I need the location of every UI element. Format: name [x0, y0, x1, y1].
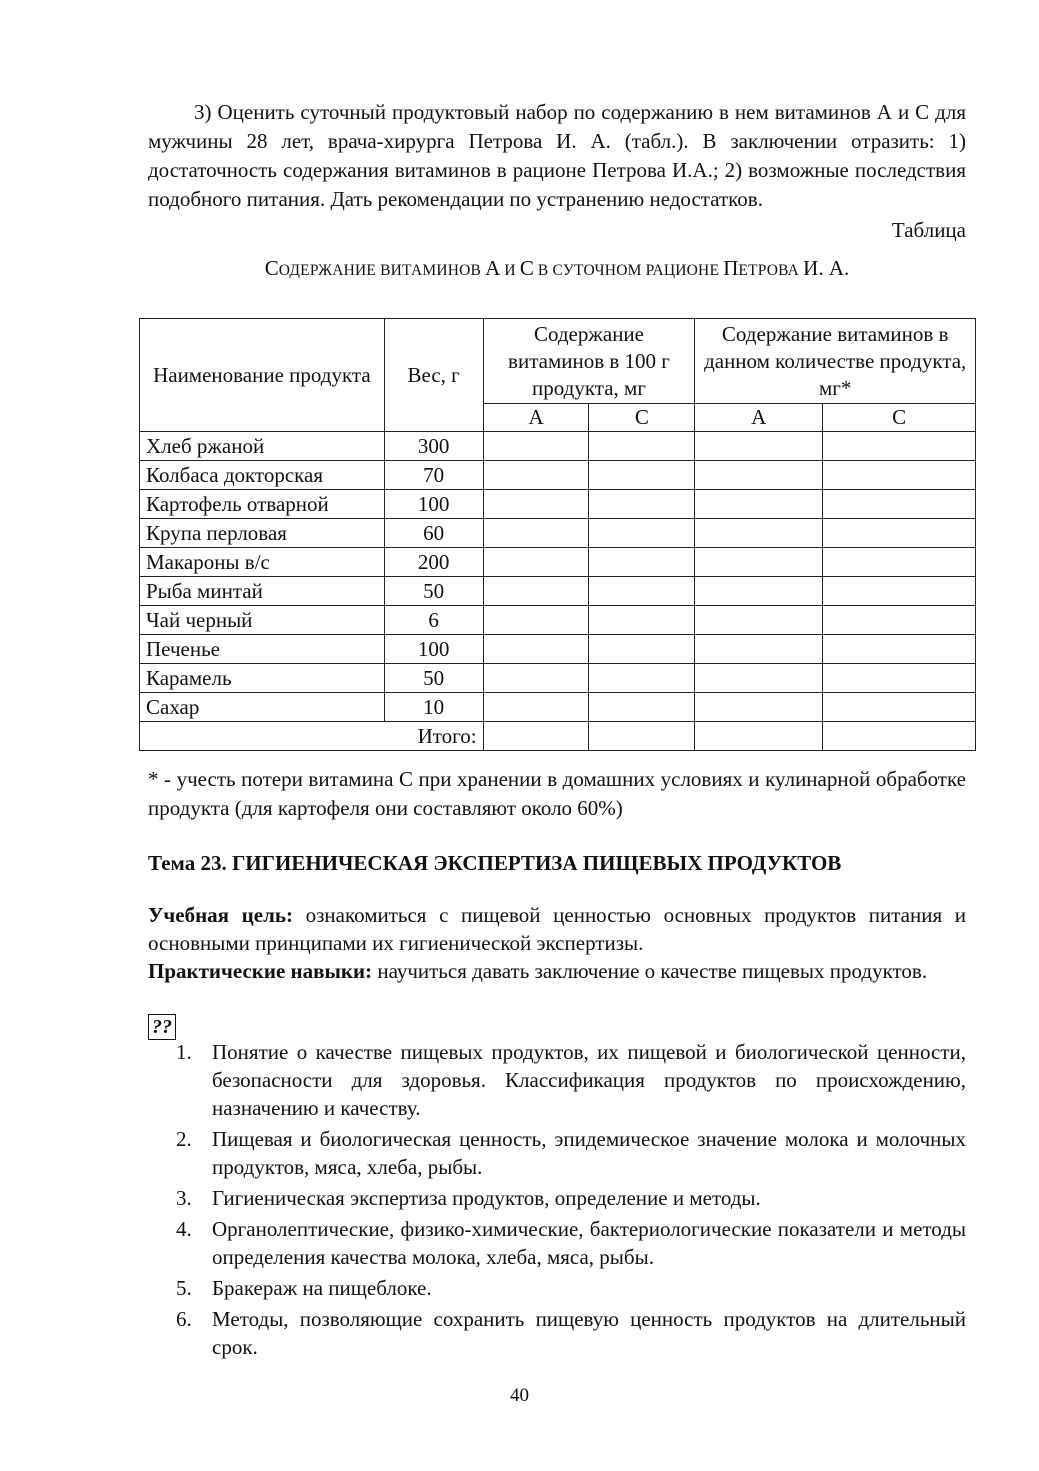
empty-cell [483, 722, 589, 751]
table-row [140, 461, 976, 490]
item-number: 4. [176, 1217, 192, 1241]
item-text: Органолептические, физико-химические, бактериологические показатели и методы определения качества молока, хлеба, мяса, рыбы. [212, 1217, 966, 1269]
item-text: Бракераж на пищеблоке. [212, 1276, 432, 1300]
empty-cell [589, 635, 695, 664]
header-vit-c: С [823, 404, 976, 432]
list-item [176, 1038, 966, 1122]
table-body [140, 432, 976, 751]
empty-cell [695, 577, 823, 606]
intro-block [148, 98, 966, 284]
table-label: Таблица [891, 218, 966, 242]
product-weight: 70 [384, 461, 483, 490]
item-text: Гигиеническая экспертиза продуктов, определение и методы. [212, 1186, 761, 1210]
empty-cell [483, 693, 589, 722]
table-row [140, 432, 976, 461]
product-name: Печенье [140, 635, 385, 664]
page-number: 40 [510, 1385, 529, 1406]
empty-cell [589, 432, 695, 461]
product-weight: 50 [384, 664, 483, 693]
list-item [176, 1215, 966, 1271]
empty-cell [823, 635, 976, 664]
table-caption [148, 255, 966, 284]
header-per100: Содержание витаминов в 100 г продукта, мг [483, 319, 695, 404]
header-vit-a: А [483, 404, 589, 432]
table-row [140, 664, 976, 693]
item-number: 6. [176, 1307, 192, 1331]
empty-cell [483, 635, 589, 664]
product-name: Колбаса докторская [140, 461, 385, 490]
total-row [140, 722, 976, 751]
task-paragraph: 3) Оценить суточный продуктовый набор по содержанию в нем витаминов А и С для мужчины 28 лет, врача-хирурга Петрова И. А. (табл.). В заключении отразить: 1) достаточность содержания витаминов в рационе Петрова И.А.; 2) возможные последствия подобного питания. Дать рекомендации по устранению недостатков. [148, 100, 966, 211]
footnote: * - учесть потери витамина С при хранении в домашних условиях и кулинарной обработке продукта (для картофеля они составляют около 60%) [148, 767, 966, 820]
product-name: Чай черный [140, 606, 385, 635]
empty-cell [695, 432, 823, 461]
empty-cell [695, 664, 823, 693]
product-name: Хлеб ржаной [140, 432, 385, 461]
empty-cell [589, 548, 695, 577]
goal-label: Учебная цель: [148, 903, 293, 927]
table-row [140, 606, 976, 635]
skills-text: научиться давать заключение о качестве пищевых продуктов. [372, 959, 928, 983]
questions-icon: ?? [148, 1014, 176, 1040]
caption-part: ЕТРОВА [738, 262, 804, 279]
list-item [176, 1125, 966, 1181]
empty-cell [589, 461, 695, 490]
empty-cell [589, 693, 695, 722]
empty-cell [589, 490, 695, 519]
empty-cell [695, 722, 823, 751]
empty-cell [589, 664, 695, 693]
caption-part: С [264, 256, 279, 280]
product-weight: 100 [384, 635, 483, 664]
caption-part: А [485, 256, 501, 280]
product-weight: 10 [384, 693, 483, 722]
empty-cell [695, 490, 823, 519]
product-weight: 60 [384, 519, 483, 548]
empty-cell [589, 722, 695, 751]
header-weight: Вес, г [384, 319, 483, 432]
questions-list [176, 1038, 966, 1364]
goal-line [148, 901, 966, 957]
item-number: 2. [176, 1127, 192, 1151]
item-text: Пищевая и биологическая ценность, эпидемическое значение молока и молочных продуктов, мяса, хлеба, рыбы. [212, 1127, 966, 1179]
table-row [140, 490, 976, 519]
caption-part: И [500, 262, 520, 279]
caption-part: И. А. [803, 256, 850, 280]
empty-cell [823, 519, 976, 548]
goals-block [148, 901, 966, 985]
empty-cell [695, 693, 823, 722]
product-name: Картофель отварной [140, 490, 385, 519]
empty-cell [483, 432, 589, 461]
product-weight: 200 [384, 548, 483, 577]
empty-cell [695, 519, 823, 548]
empty-cell [823, 606, 976, 635]
list-item [176, 1184, 966, 1212]
list-item [176, 1274, 966, 1302]
empty-cell [823, 490, 976, 519]
product-name: Крупа перловая [140, 519, 385, 548]
empty-cell [695, 606, 823, 635]
empty-cell [823, 722, 976, 751]
goal-text: ознакомиться с пищевой ценностью основных продуктов питания и основными принципами их гигиенической экспертизы. [148, 903, 966, 955]
skills-line [148, 957, 966, 985]
header-amount: Содержание витаминов в данном количестве продукта, мг* [695, 319, 976, 404]
topic-title: Тема 23. ГИГИЕНИЧЕСКАЯ ЭКСПЕРТИЗА ПИЩЕВЫХ ПРОДУКТОВ [148, 851, 842, 875]
empty-cell [695, 548, 823, 577]
item-text: Методы, позволяющие сохранить пищевую ценность продуктов на длительный срок. [212, 1307, 966, 1359]
item-text: Понятие о качестве пищевых продуктов, их пищевой и биологической ценности, безопасности для здоровья. Классификация продуктов по происхождению, назначению и качеству. [212, 1040, 966, 1120]
empty-cell [483, 664, 589, 693]
product-weight: 6 [384, 606, 483, 635]
list-item [176, 1305, 966, 1361]
empty-cell [823, 461, 976, 490]
product-name: Сахар [140, 693, 385, 722]
caption-part: С [519, 256, 534, 280]
empty-cell [823, 432, 976, 461]
total-label: Итого: [140, 722, 484, 751]
caption-part: ОДЕРЖАНИЕ ВИТАМИНОВ [278, 262, 486, 279]
empty-cell [823, 664, 976, 693]
empty-cell [823, 693, 976, 722]
item-number: 1. [176, 1040, 192, 1064]
empty-cell [695, 461, 823, 490]
product-name: Рыба минтай [140, 577, 385, 606]
empty-cell [589, 519, 695, 548]
caption-part: В СУТОЧНОМ РАЦИОНЕ [533, 262, 724, 279]
empty-cell [483, 606, 589, 635]
table-row [140, 693, 976, 722]
table-row [140, 519, 976, 548]
empty-cell [483, 519, 589, 548]
header-product: Наименование продукта [140, 319, 385, 432]
item-number: 3. [176, 1186, 192, 1210]
empty-cell [483, 461, 589, 490]
empty-cell [483, 577, 589, 606]
header-vit-c: С [589, 404, 695, 432]
empty-cell [823, 548, 976, 577]
product-name: Карамель [140, 664, 385, 693]
empty-cell [589, 606, 695, 635]
table-row [140, 577, 976, 606]
caption-part: П [723, 256, 739, 280]
table-row [140, 548, 976, 577]
skills-label: Практические навыки: [148, 959, 373, 983]
table-row [140, 635, 976, 664]
product-weight: 100 [384, 490, 483, 519]
item-number: 5. [176, 1276, 192, 1300]
empty-cell [823, 577, 976, 606]
header-vit-a: А [695, 404, 823, 432]
empty-cell [589, 577, 695, 606]
empty-cell [483, 490, 589, 519]
product-weight: 50 [384, 577, 483, 606]
empty-cell [483, 548, 589, 577]
product-name: Макароны в/с [140, 548, 385, 577]
vitamin-table [139, 318, 976, 751]
product-weight: 300 [384, 432, 483, 461]
empty-cell [695, 635, 823, 664]
